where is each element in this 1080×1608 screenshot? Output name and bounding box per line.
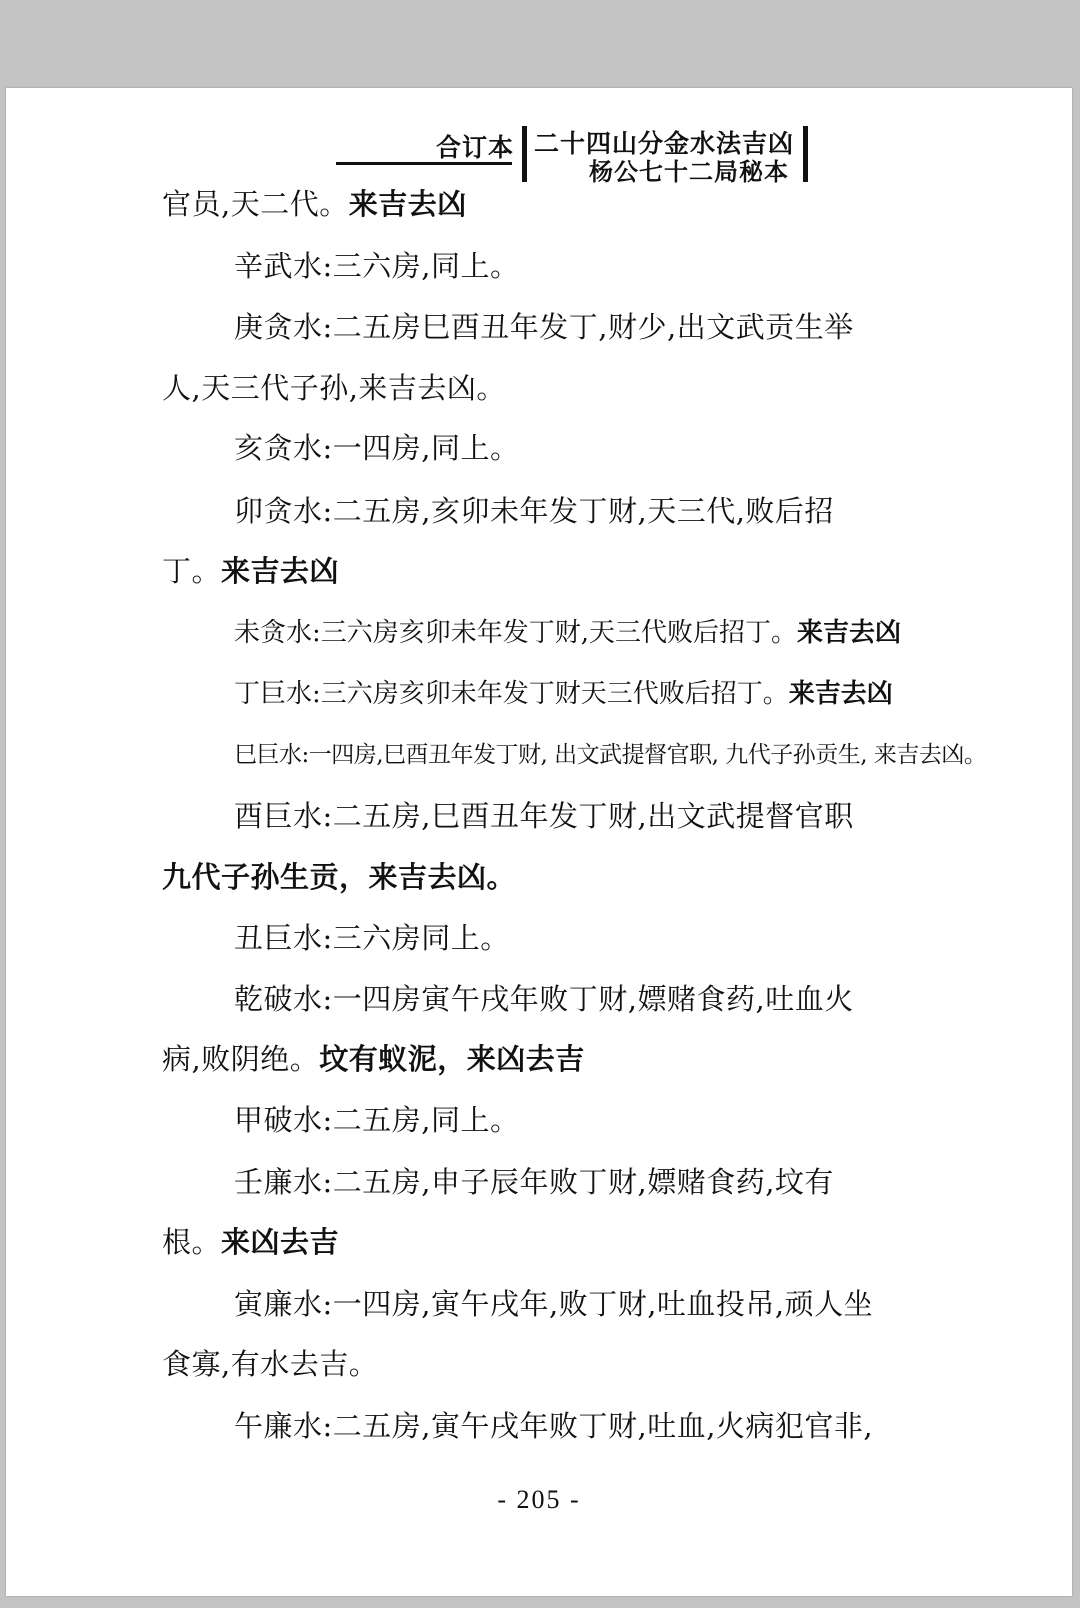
text-line: 午廉水:二五房,寅午戌年败丁财,吐血,火病犯官非, <box>234 1409 874 1443</box>
text-line: 寅廉水:一四房,寅午戌年,败丁财,吐血投吊,顽人坐 <box>234 1287 874 1321</box>
header-title-line2: 杨公七十二局秘本 <box>589 158 789 186</box>
text-line: 丁。来吉去凶 <box>162 554 340 588</box>
text-line: 官员,天二代。来吉去凶 <box>162 187 467 221</box>
page-number: - 205 - <box>497 1485 581 1514</box>
text-line: 亥贪水:一四房,同上。 <box>234 431 520 465</box>
text-line: 未贪水:三六房亥卯未年发丁财,天三代败后招丁。来吉去凶 <box>234 618 902 648</box>
book-page <box>6 88 1072 1596</box>
text-line: 根。来凶去吉 <box>162 1225 340 1259</box>
header-book-label: 合订本 <box>436 133 515 162</box>
text-line: 病,败阴绝。坟有蚁泥，来凶去吉 <box>162 1042 585 1076</box>
text-line: 庚贪水:二五房巳酉丑年发丁,财少,出文武贡生举 <box>234 310 854 344</box>
text-line: 人,天三代子孙,来吉去凶。 <box>162 371 506 405</box>
running-header <box>6 122 1072 186</box>
header-divider-left <box>522 126 527 182</box>
header-title-line1: 二十四山分金水法吉凶 <box>534 129 795 158</box>
text-line: 壬廉水:二五房,申子辰年败丁财,嫖赌食药,坟有 <box>234 1165 834 1199</box>
text-line: 辛武水:三六房,同上。 <box>234 249 520 283</box>
text-line: 酉巨水:二五房,巳酉丑年发丁财,出文武提督官职 <box>234 799 854 833</box>
header-divider-right <box>803 126 808 182</box>
text-line: 乾破水:一四房寅午戌年败丁财,嫖赌食药,吐血火 <box>234 982 854 1016</box>
text-line: 食寡,有水去吉。 <box>162 1347 379 1381</box>
text-line: 九代子孙生贡，来吉去凶。 <box>162 860 517 894</box>
text-line: 甲破水:二五房,同上。 <box>234 1103 520 1137</box>
text-line: 丑巨水:三六房同上。 <box>234 921 510 955</box>
text-line: 丁巨水:三六房亥卯未年发丁财天三代败后招丁。来吉去凶 <box>234 679 893 709</box>
text-line: 巳巨水:一四房,巳酉丑年发丁财, 出文武提督官职, 九代子孙贡生, 来吉去凶。 <box>234 742 987 768</box>
text-line: 卯贪水:二五房,亥卯未年发丁财,天三代,败后招 <box>234 494 834 528</box>
